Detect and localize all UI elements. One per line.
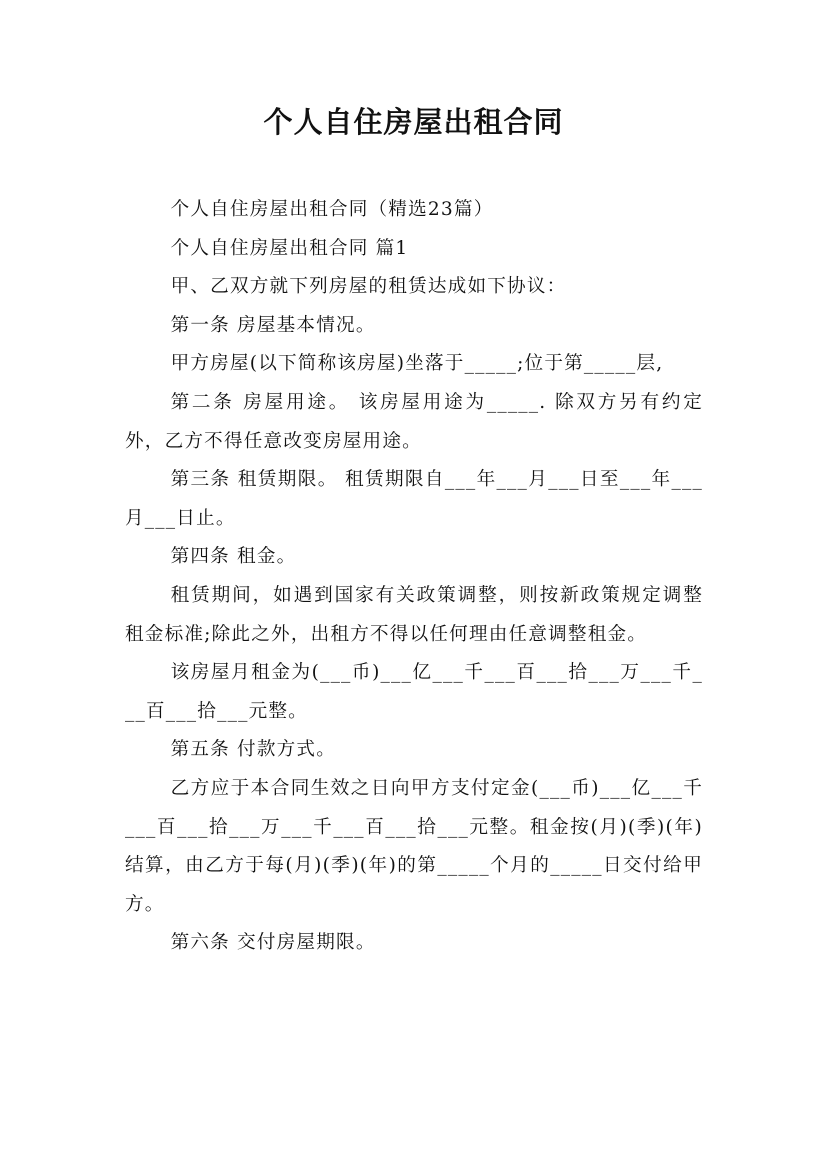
paragraph-subtitle: 个人自住房屋出租合同（精选23篇） — [170, 199, 494, 220]
paragraph-section-heading: 个人自住房屋出租合同 篇1 — [170, 237, 409, 259]
article-1-text: 甲方房屋(以下简称该房屋)坐落于_____;位于第_____层, — [170, 353, 664, 375]
article-4-text-amount: 该房屋月租金为(___币)___亿___千___百___拾___万___千___百___拾___元整。 — [125, 662, 703, 722]
article-5-heading: 第五条 付款方式。 — [170, 739, 337, 761]
article-4-heading: 第四条 租金。 — [170, 546, 297, 568]
document-title: 个人自住房屋出租合同 — [263, 105, 564, 139]
article-5-text: 乙方应于本合同生效之日向甲方支付定金(___币)___亿___千___百___拾___万___千___百___拾___元整。租金按(月)(季)(年)结算，由乙方于每(月)(季)(年)的第_____个月的_____日交付给甲方。 — [125, 777, 703, 915]
article-2-text: 第二条 房屋用途。 该房屋用途为_____. 除双方另有约定外，乙方不得任意改变房屋用途。 — [125, 391, 703, 452]
paragraph-intro: 甲、乙双方就下列房屋的租赁达成如下协议： — [170, 276, 567, 298]
article-1-heading: 第一条 房屋基本情况。 — [170, 314, 376, 336]
document-body — [125, 191, 703, 963]
article-4-text-policy: 租赁期间，如遇到国家有关政策调整，则按新政策规定调整租金标准;除此之外，出租方不得以任何理由任意调整租金。 — [125, 584, 703, 645]
article-3-text: 第三条 租赁期限。 租赁期限自___年___月___日至___年___月___日止。 — [125, 469, 703, 529]
article-6-heading: 第六条 交付房屋期限。 — [170, 932, 376, 954]
